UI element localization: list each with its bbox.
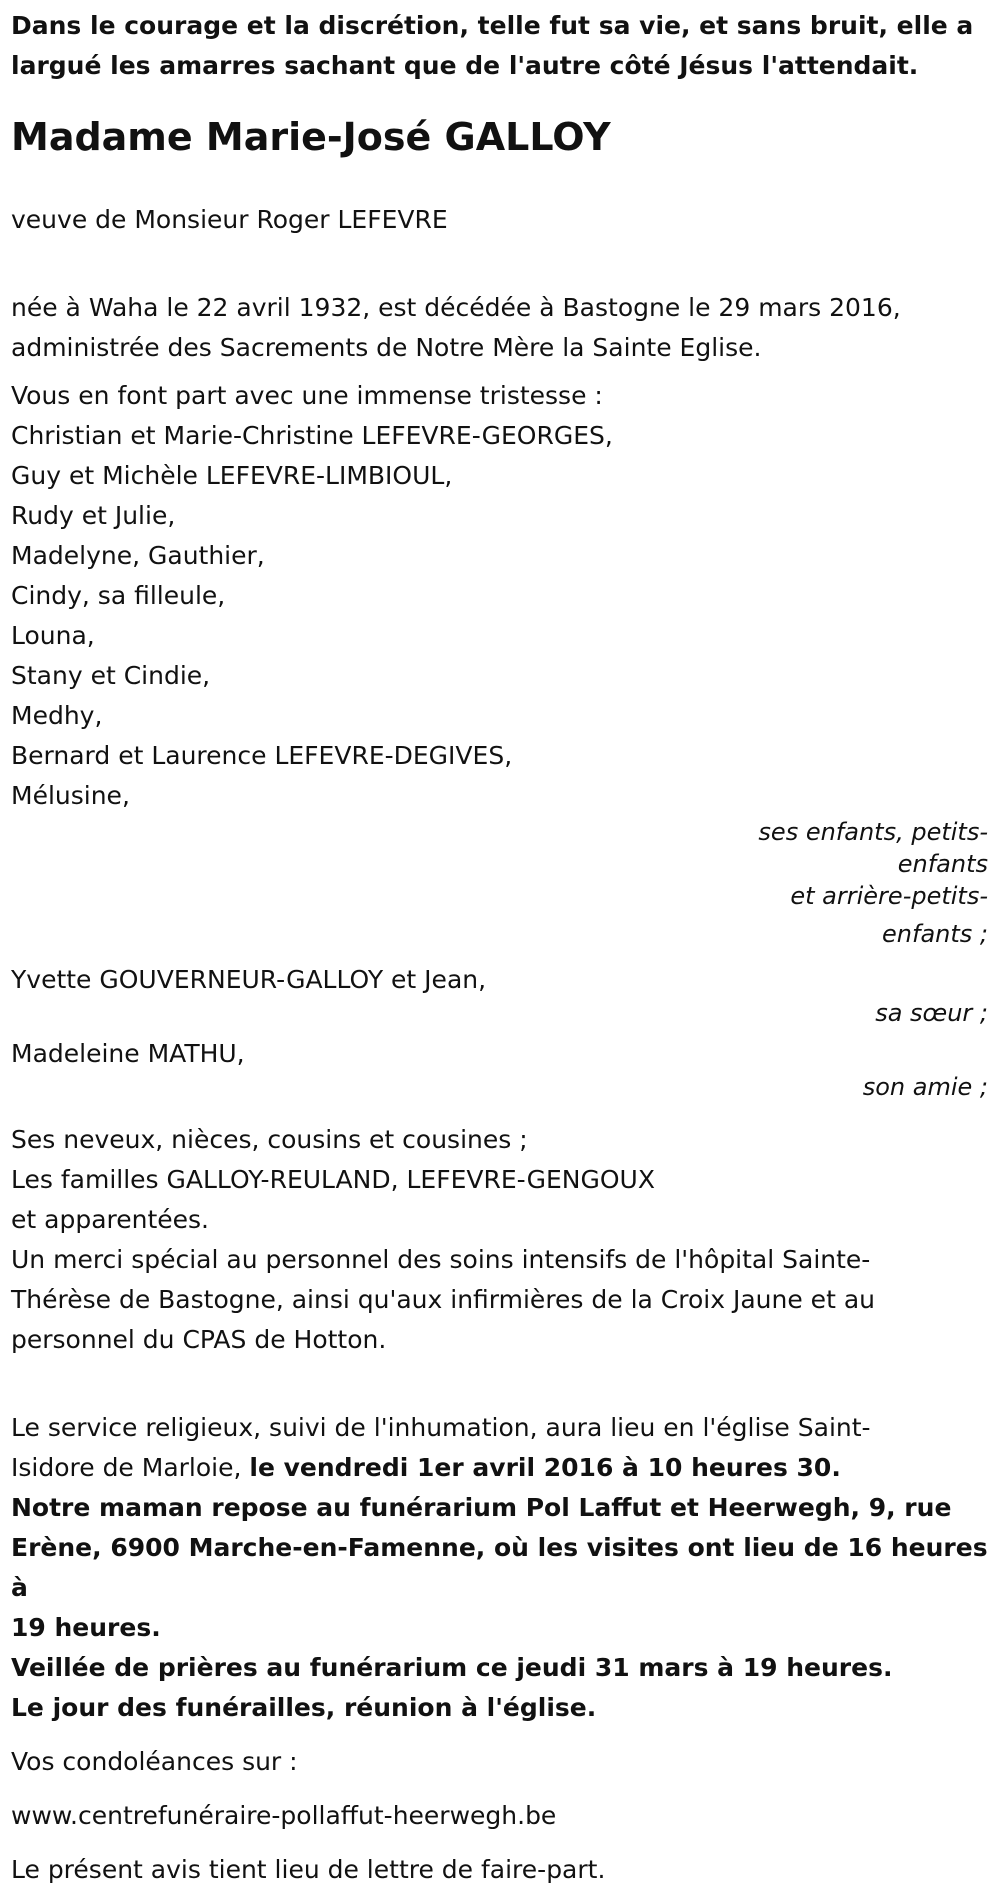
funerarium-line-2: Erène, 6900 Marche-en-Famenne, où les visites ont lieu de 16 heures à [11, 1533, 988, 1602]
relatives-line-2: Les familles GALLOY-REULAND, LEFEVRE-GENGOUX [11, 1165, 655, 1194]
sister-role: sa sœur ; [875, 999, 988, 1027]
service-paragraph [11, 1408, 990, 1488]
family-list [11, 416, 990, 816]
family-member: Rudy et Julie, [11, 501, 176, 530]
meeting-info: Le jour des funérailles, réunion à l'église. [11, 1693, 597, 1722]
friend-name: Madeleine MATHU, [11, 1039, 245, 1068]
deceased-name: Madame Marie-José GALLOY [11, 115, 611, 159]
thanks-paragraph [11, 1240, 990, 1360]
relatives-line-3: et apparentées. [11, 1205, 209, 1234]
service-date: le vendredi 1er avril 2016 à 10 heures 30. [249, 1453, 841, 1482]
children-role [750, 816, 990, 956]
friend-role: son amie ; [862, 1073, 988, 1101]
children-role-line-1: ses enfants, petits- [758, 818, 988, 846]
funerarium-line-1: Notre maman repose au funérarium Pol Laffut et Heerwegh, 9, rue [11, 1493, 952, 1522]
family-member: Mélusine, [11, 781, 130, 810]
family-member: Madelyne, Gauthier, [11, 541, 265, 570]
website-link[interactable]: www.centrefunéraire-pollaffut-heerwegh.be [11, 1801, 557, 1830]
intro-line-2: largué les amarres sachant que de l'autre côté Jésus l'attendait. [11, 51, 919, 80]
thanks-line-2: Thérèse de Bastogne, ainsi qu'aux infirmières de la Croix Jaune et au [11, 1285, 875, 1314]
family-member: Louna, [11, 621, 95, 650]
thanks-line-1: Un merci spécial au personnel des soins intensifs de l'hôpital Sainte- [11, 1245, 871, 1274]
sister-name: Yvette GOUVERNEUR-GALLOY et Jean, [11, 965, 487, 994]
thanks-line-3: personnel du CPAS de Hotton. [11, 1325, 387, 1354]
family-member: Stany et Cindie, [11, 661, 211, 690]
children-role-line-4: enfants ; [882, 920, 988, 948]
funerarium-paragraph [11, 1488, 990, 1648]
website-link-line [11, 1796, 990, 1836]
children-role-line-3: et arrière-petits- [790, 882, 988, 910]
family-member: Cindy, sa filleule, [11, 581, 226, 610]
birth-death-info [11, 288, 990, 368]
children-role-line-2: enfants [897, 850, 988, 878]
service-line-2: Isidore de Marloie, [11, 1453, 250, 1482]
announcement: Vous en font part avec une immense tristesse : [11, 381, 603, 410]
relatives [11, 1120, 990, 1240]
service-line-1: Le service religieux, suivi de l'inhumation, aura lieu en l'église Saint- [11, 1413, 871, 1442]
family-member: Guy et Michèle LEFEVRE-LIMBIOUL, [11, 461, 453, 490]
family-member: Medhy, [11, 701, 103, 730]
intro-quote [11, 6, 990, 86]
widow-of: veuve de Monsieur Roger LEFEVRE [11, 205, 448, 234]
family-member: Bernard et Laurence LEFEVRE-DEGIVES, [11, 741, 513, 770]
funerarium-line-3: 19 heures. [11, 1613, 161, 1642]
intro-line-1: Dans le courage et la discrétion, telle fut sa vie, et sans bruit, elle a [11, 11, 974, 40]
birth-death-line-1: née à Waha le 22 avril 1932, est décédée à Bastogne le 29 mars 2016, [11, 293, 901, 322]
closing-note: Le présent avis tient lieu de lettre de faire-part. [11, 1855, 606, 1884]
family-member: Christian et Marie-Christine LEFEVRE-GEORGES, [11, 421, 613, 450]
vigil-info: Veillée de prières au funérarium ce jeudi 31 mars à 19 heures. [11, 1653, 893, 1682]
condolences-label: Vos condoléances sur : [11, 1747, 298, 1776]
birth-death-line-2: administrée des Sacrements de Notre Mère la Sainte Eglise. [11, 333, 762, 362]
relatives-line-1: Ses neveux, nièces, cousins et cousines ; [11, 1125, 528, 1154]
